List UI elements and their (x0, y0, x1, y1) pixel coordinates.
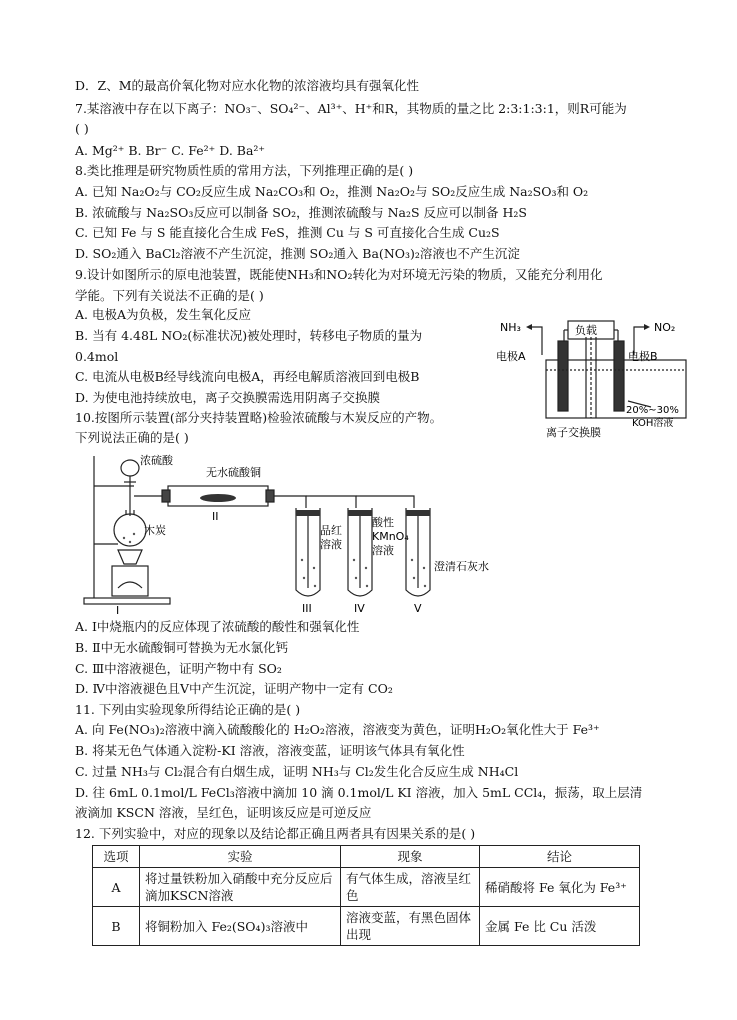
q10-apparatus-diagram (78, 448, 498, 616)
load-label: 负载 (575, 324, 597, 337)
row-phenomenon: 有气体生成，溶液呈红色 (341, 868, 480, 907)
roman-2-label: II (212, 510, 219, 523)
roman-3-label: III (302, 602, 312, 615)
q9-stem: 9.设计如图所示的原电池装置，既能使NH₃和NO₂转化为对环境无污染的物质，又能充分利用化 (75, 267, 603, 282)
row-conclusion: 金属 Fe 比 Cu 活泼 (480, 907, 640, 946)
acid-label: 浓硫酸 (140, 454, 173, 467)
q10-option-c: C. Ⅲ中溶液褪色，证明产物中有 SO₂ (75, 661, 282, 676)
q8-option-d: D. SO₂通入 BaCl₂溶液不产生沉淀，推测 SO₂通入 Ba(NO₃)₂溶液也不产生沉淀 (75, 246, 520, 261)
q8-stem: 8.类比推理是研究物质性质的常用方法，下列推理正确的是( ) (75, 163, 414, 178)
q9-option-a: A. 电极A为负极，发生氧化反应 (75, 307, 252, 322)
row-option: A (93, 868, 140, 907)
koh-label: 20%~30% (626, 405, 679, 416)
q10-stem: 10.按图所示装置(部分夹持装置略)检验浓硫酸与木炭反应的产物。 (75, 410, 443, 425)
q7-options: A. Mg²⁺ B. Br⁻ C. Fe²⁺ D. Ba²⁺ (75, 143, 266, 158)
q9-stem-2: 学能。下列有关说法不正确的是( ) (75, 288, 264, 303)
table-row (93, 907, 640, 946)
row-phenomenon: 溶液变蓝，有黑色固体出现 (341, 907, 480, 946)
electrode-b-label: 电极B (628, 350, 658, 363)
q8-option-a: A. 已知 Na₂O₂与 CO₂反应生成 Na₂CO₃和 O₂，推测 Na₂O₂与 SO₂反应生成 Na₂SO₃和 O₂ (75, 184, 589, 199)
table-row (93, 868, 640, 907)
q12-table (92, 845, 640, 946)
q11-option-a: A. 向 Fe(NO₃)₂溶液中滴入硫酸酸化的 H₂O₂溶液，溶液变为黄色，证明H₂O₂氧化性大于 Fe³⁺ (75, 722, 600, 737)
roman-1-label: I (116, 604, 120, 616)
q8-option-b: B. 浓硫酸与 Na₂SO₃反应可以制备 SO₂，推测浓硫酸与 Na₂S 反应可以制备 H₂S (75, 205, 527, 220)
electrode-a-label: 电极A (496, 350, 526, 363)
q9-option-c: C. 电流从电极B经导线流向电极A，再经电解质溶液回到电极B (75, 369, 420, 384)
header-experiment: 实验 (140, 846, 341, 868)
pinred-label-2: 溶液 (320, 538, 342, 551)
cuso4-label: 无水硫酸铜 (206, 466, 261, 479)
q10-stem-2: 下列说法正确的是( ) (75, 430, 189, 445)
header-option: 选项 (93, 846, 140, 868)
q12-stem: 12. 下列实验中，对应的现象以及结论都正确且两者具有因果关系的是( ) (75, 826, 476, 841)
q9-option-b: B. 当有 4.48L NO₂(标准状况)被处理时，转移电子物质的量为 (75, 328, 423, 343)
q11-option-c: C. 过量 NH₃与 Cl₂混合有白烟生成，证明 NH₃与 Cl₂发生化合反应生成 NH₄Cl (75, 764, 519, 779)
q6-option-d: D．Z、M的最高价氧化物对应水化物的浓溶液均具有强氧化性 (75, 78, 420, 93)
charcoal-label: 木炭 (144, 524, 166, 537)
row-experiment: 将过量铁粉加入硝酸中充分反应后滴加KSCN溶液 (140, 868, 341, 907)
header-conclusion: 结论 (480, 846, 640, 868)
kmno4-label-2: KMnO₄ (372, 530, 409, 543)
q7-stem: 7.某溶液中存在以下离子：NO₃⁻、SO₄²⁻、Al³⁺、H⁺和R，其物质的量之比 2:3:1:3:1，则R可能为 (75, 101, 627, 116)
q10-option-d: D. Ⅳ中溶液褪色且Ⅴ中产生沉淀，证明产物中一定有 CO₂ (75, 681, 393, 696)
q8-option-c: C. 已知 Fe 与 S 能直接化合生成 FeS，推测 Cu 与 S 可直接化合生成 Cu₂S (75, 225, 500, 240)
kmno4-label-1: 酸性 (372, 516, 394, 529)
q9-option-d: D. 为使电池持续放电，离子交换膜需选用阴离子交换膜 (75, 390, 381, 405)
q10-option-b: B. Ⅱ中无水硫酸铜可替换为无水氯化钙 (75, 640, 289, 655)
q11-stem: 11. 下列由实验现象所得结论正确的是( ) (75, 702, 301, 717)
no2-label: NO₂ (654, 321, 676, 334)
limewater-label: 澄清石灰水 (434, 560, 489, 573)
koh-label-2: KOH溶液 (632, 418, 674, 429)
q11-option-d-2: 液滴加 KSCN 溶液，呈红色，证明该反应是可逆反应 (75, 805, 372, 820)
kmno4-label-3: 溶液 (372, 544, 394, 557)
q9-cell-diagram (496, 315, 696, 445)
pinred-label-1: 品红 (320, 524, 342, 537)
q11-option-d: D. 往 6mL 0.1mol/L FeCl₃溶液中滴加 10 滴 0.1mol/L KI 溶液，加入 5mL CCl₄，振荡，取上层清 (75, 785, 643, 800)
row-option: B (93, 907, 140, 946)
q9-option-b-2: 0.4mol (75, 349, 119, 364)
q11-option-b: B. 将某无色气体通入淀粉-KI 溶液，溶液变蓝，证明该气体具有氧化性 (75, 743, 465, 758)
roman-4-label: IV (354, 602, 365, 615)
nh3-label: NH₃ (500, 321, 521, 334)
table-header-row (93, 846, 640, 868)
roman-5-label: V (414, 602, 422, 615)
row-experiment: 将铜粉加入 Fe₂(SO₄)₃溶液中 (140, 907, 341, 946)
membrane-label: 离子交换膜 (546, 426, 601, 439)
row-conclusion: 稀硝酸将 Fe 氧化为 Fe³⁺ (480, 868, 640, 907)
q10-option-a: A. Ⅰ中烧瓶内的反应体现了浓硫酸的酸性和强氧化性 (75, 619, 360, 634)
header-phenomenon: 现象 (341, 846, 480, 868)
q7-blank: ( ) (75, 121, 89, 136)
